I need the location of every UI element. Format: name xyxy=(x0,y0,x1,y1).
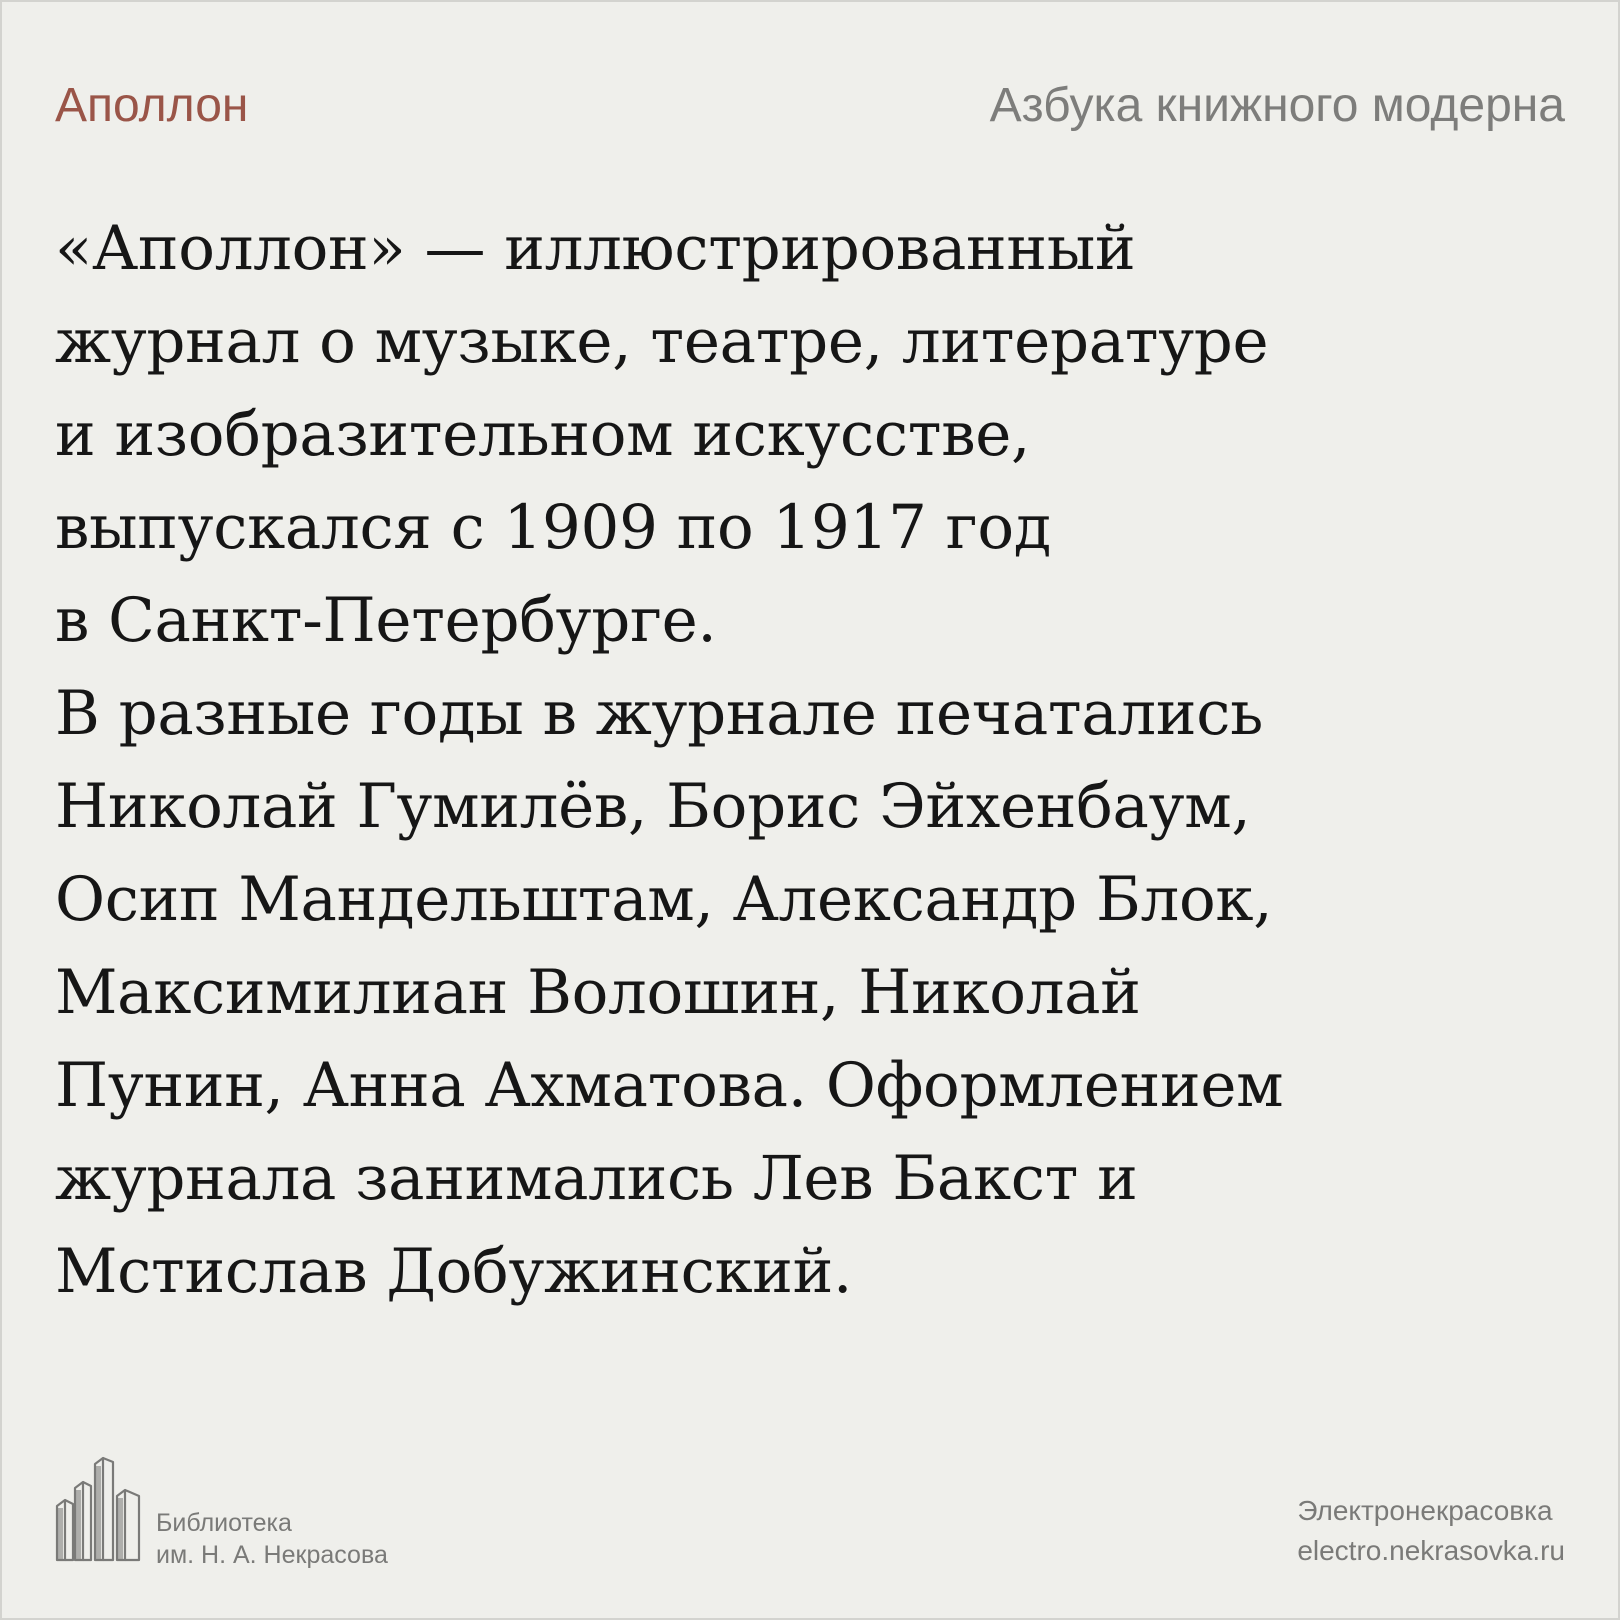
project-info xyxy=(1297,1491,1565,1571)
description-line: журнала занимались Лев Бакст и xyxy=(55,1143,1138,1214)
library-name-line2: им. Н. А. Некрасова xyxy=(156,1541,388,1569)
library-name xyxy=(156,1507,388,1571)
description-line: Пунин, Анна Ахматова. Оформлением xyxy=(55,1050,1284,1121)
library-name-line1: Библиотека xyxy=(156,1509,292,1537)
description-line: и изобразительном искусстве, xyxy=(55,399,1031,470)
description-line: Мстислав Добужинский. xyxy=(55,1236,853,1307)
project-name: Электронекрасовка xyxy=(1297,1495,1553,1526)
series-title: Азбука книжного модерна xyxy=(989,79,1565,132)
magazine-name: Аполлон xyxy=(55,79,249,132)
description-text xyxy=(55,202,1555,1318)
description-line: Максимилиан Волошин, Николай xyxy=(55,957,1141,1028)
description-line: журнал о музыке, театре, литературе xyxy=(55,306,1269,377)
description-line: Николай Гумилёв, Борис Эйхенбаум, xyxy=(55,771,1251,842)
description-line: выпускался с 1909 по 1917 год xyxy=(55,492,1052,563)
description-line: Осип Мандельштам, Александр Блок, xyxy=(55,864,1273,935)
description-line: в Санкт-Петербурге. xyxy=(55,585,717,656)
library-books-logo-icon xyxy=(55,1456,143,1562)
description-line: В разные годы в журнале печатались xyxy=(55,678,1263,749)
description-line: «Аполлон» — иллюстрированный xyxy=(55,213,1136,284)
project-url[interactable]: electro.nekrasovka.ru xyxy=(1297,1535,1565,1566)
